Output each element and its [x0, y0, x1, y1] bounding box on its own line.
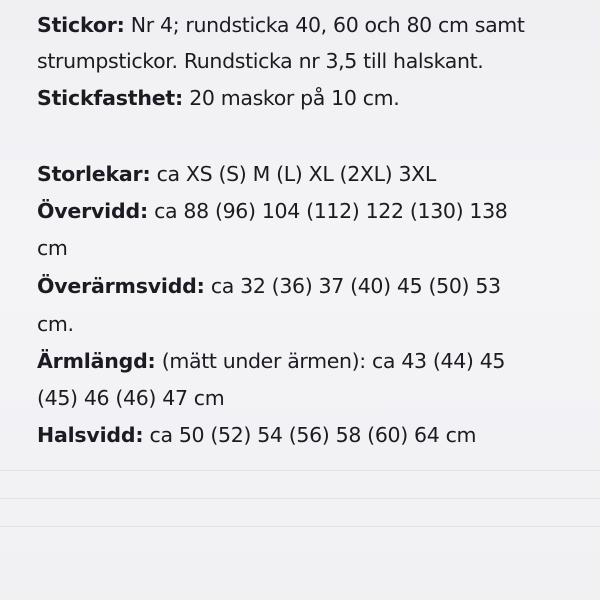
text-stickor-continued: strumpstickor. Rundsticka nr 3,5 till halskant.: [37, 49, 484, 73]
label-overvidd: Övervidd:: [37, 199, 148, 223]
text-overvidd: ca 88 (96) 104 (112) 122 (130) 138: [147, 199, 508, 223]
label-stickfasthet: Stickfasthet:: [37, 86, 184, 110]
line-halsvidd: [37, 421, 476, 449]
text-stickor: Nr 4; rundsticka 40, 60 och 80 cm samt: [124, 13, 525, 37]
line-stickor-continued: [37, 47, 483, 75]
show-through-line: [0, 470, 600, 471]
label-storlekar: Storlekar:: [37, 162, 151, 186]
line-overvidd: [37, 197, 507, 225]
text-halsvidd: ca 50 (52) 54 (56) 58 (60) 64 cm: [143, 423, 477, 447]
line-overvidd-continued: [37, 234, 68, 262]
show-through-line: [0, 526, 600, 527]
text-stickfasthet: 20 maskor på 10 cm.: [183, 86, 400, 110]
line-overarmsvidd-continued: [37, 310, 74, 338]
line-armlangd: [37, 347, 505, 375]
show-through-line: [0, 498, 600, 499]
label-overarmsvidd: Överärmsvidd:: [37, 274, 205, 298]
text-armlangd-continued: (45) 46 (46) 47 cm: [37, 386, 225, 410]
line-storlekar: [37, 160, 436, 188]
label-halsvidd: Halsvidd:: [37, 423, 144, 447]
label-stickor: Stickor:: [37, 13, 125, 37]
text-armlangd: (mätt under ärmen): ca 43 (44) 45: [155, 349, 506, 373]
text-overvidd-continued: cm: [37, 236, 68, 260]
text-storlekar: ca XS (S) M (L) XL (2XL) 3XL: [150, 162, 436, 186]
line-stickfasthet: [37, 84, 399, 112]
text-overarmsvidd: ca 32 (36) 37 (40) 45 (50) 53: [204, 274, 501, 298]
text-overarmsvidd-continued: cm.: [37, 312, 74, 336]
line-overarmsvidd: [37, 272, 501, 300]
line-stickor: [37, 11, 525, 39]
line-armlangd-continued: [37, 384, 224, 412]
label-armlangd: Ärmlängd:: [37, 349, 156, 373]
